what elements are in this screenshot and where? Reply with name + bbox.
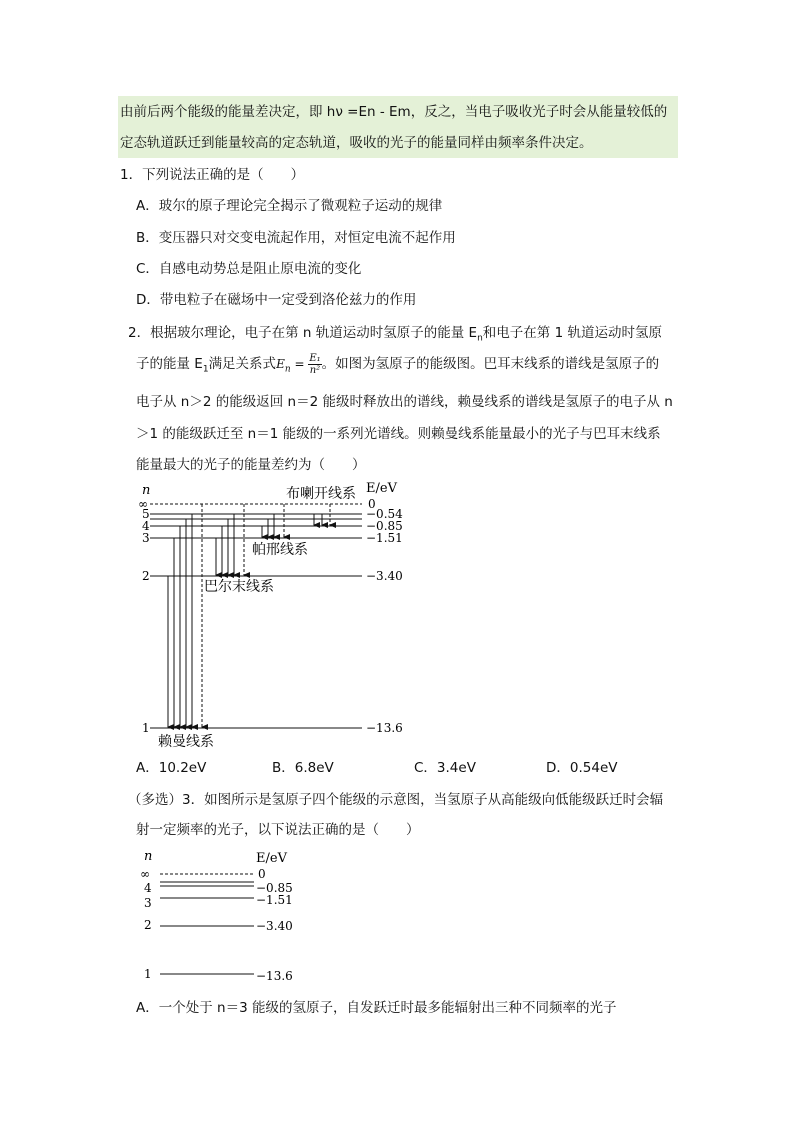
fraction-denominator: n² xyxy=(309,365,321,376)
lyman-series-label: 赖曼线系 xyxy=(158,734,214,750)
q2-line-3: 电子从 n＞2 的能级返回 n＝2 能级时释放出的谱线，赖曼线系的谱线是氢原子的电子从 n xyxy=(136,394,673,410)
q2-option-c: C．3.4eV xyxy=(414,760,476,776)
formula-symbol: E xyxy=(276,357,285,371)
n-axis-label: n xyxy=(144,849,153,864)
level-n-label: 2 xyxy=(144,918,152,932)
level-n-label: 2 xyxy=(142,569,150,583)
q2-line-4: ＞1 的能级跃迁至 n＝1 能级的一系列光谱线。则赖曼线系能量最小的光子与巴耳末线系 xyxy=(136,426,661,442)
level-energy-value: −1.51 xyxy=(366,531,403,545)
level-energy-value: −0.85 xyxy=(256,881,293,895)
energy-axis-label: E/eV xyxy=(366,481,397,496)
level-energy-value: −3.40 xyxy=(366,569,403,583)
q2-line-2 xyxy=(136,350,659,384)
q2-text: 。如图为氢原子的能级图。巴耳末线系的谱线是氢原子的 xyxy=(321,356,660,372)
level-energy-value: −1.51 xyxy=(256,893,293,907)
n-axis-label: n xyxy=(142,483,151,498)
level-energy-value: −0.54 xyxy=(366,507,403,521)
formula-equals: = xyxy=(290,357,309,371)
energy-formula xyxy=(276,353,322,376)
q2-text: 子的能量 E xyxy=(136,356,203,372)
fraction-numerator: E₁ xyxy=(309,353,321,364)
q1-option-b: B．变压器只对交变电流起作用，对恒定电流不起作用 xyxy=(136,230,456,246)
q1-option-d: D．带电粒子在磁场中一定受到洛伦兹力的作用 xyxy=(136,292,417,308)
level-n-label: ∞ xyxy=(138,497,148,511)
level-n-label: 1 xyxy=(144,967,152,981)
level-n-label: 1 xyxy=(142,721,150,735)
level-n-label: 4 xyxy=(142,519,150,533)
intro-line-1: 由前后两个能级的能量差决定，即 hν =En - Em，反之，当电子吸收光子时会从能量较低的 xyxy=(120,104,668,120)
q2-option-b: B．6.8eV xyxy=(272,760,334,776)
q2-option-d: D．0.54eV xyxy=(546,760,618,776)
q2-text: 满足关系式 xyxy=(208,356,277,372)
q3-line-1: （多选）3．如图所示是氢原子四个能级的示意图，当氢原子从高能级向低能级跃迁时会辐 xyxy=(128,792,664,808)
level-n-label: 5 xyxy=(142,507,150,521)
q3-option-a: A．一个处于 n＝3 能级的氢原子，自发跃迁时最多能辐射出三种不同频率的光子 xyxy=(136,1000,617,1016)
q3-line-2: 射一定频率的光子，以下说法正确的是（ ） xyxy=(136,822,420,838)
formula-subscript: n xyxy=(284,364,291,375)
energy-level-diagram-2 xyxy=(136,846,316,988)
q1-option-a: A．玻尔的原子理论完全揭示了微观粒子运动的规律 xyxy=(136,198,443,214)
level-n-label: ∞ xyxy=(140,867,150,881)
balmer-series-label: 巴尔末线系 xyxy=(204,579,274,595)
q1-stem: 1．下列说法正确的是（ ） xyxy=(120,167,305,183)
q2-subscript: n xyxy=(477,333,483,344)
q2-text: 和电子在第 1 轨道运动时氢原 xyxy=(482,325,662,341)
formula-fraction xyxy=(308,353,321,376)
q2-text: 2．根据玻尔理论，电子在第 n 轨道运动时氢原子的能量 E xyxy=(128,325,478,341)
level-energy-value: 0 xyxy=(258,867,266,881)
intro-line-2: 定态轨道跃迁到能量较高的定态轨道，吸收的光子的能量同样由频率条件决定。 xyxy=(120,135,593,151)
level-energy-value: −3.40 xyxy=(256,919,293,933)
level-energy-value: −13.6 xyxy=(256,969,293,983)
level-energy-value: 0 xyxy=(368,497,376,511)
q2-line-5: 能量最大的光子的能量差约为（ ） xyxy=(136,457,366,473)
paschen-series-label: 帕邢线系 xyxy=(252,542,308,558)
q2-subscript: 1 xyxy=(202,364,209,375)
level-n-label: 3 xyxy=(144,896,152,910)
brackett-series-label: 布喇开线系 xyxy=(286,486,356,502)
q2-line-1 xyxy=(128,323,662,349)
level-n-label: 4 xyxy=(144,881,152,895)
level-energy-value: −13.6 xyxy=(366,721,403,735)
q2-option-a: A．10.2eV xyxy=(136,760,207,776)
energy-level-diagram-1 xyxy=(128,478,428,753)
q1-option-c: C．自感电动势总是阻止原电流的变化 xyxy=(136,261,362,277)
energy-axis-label: E/eV xyxy=(256,851,287,866)
level-energy-value: −0.85 xyxy=(366,519,403,533)
level-n-label: 3 xyxy=(142,531,150,545)
